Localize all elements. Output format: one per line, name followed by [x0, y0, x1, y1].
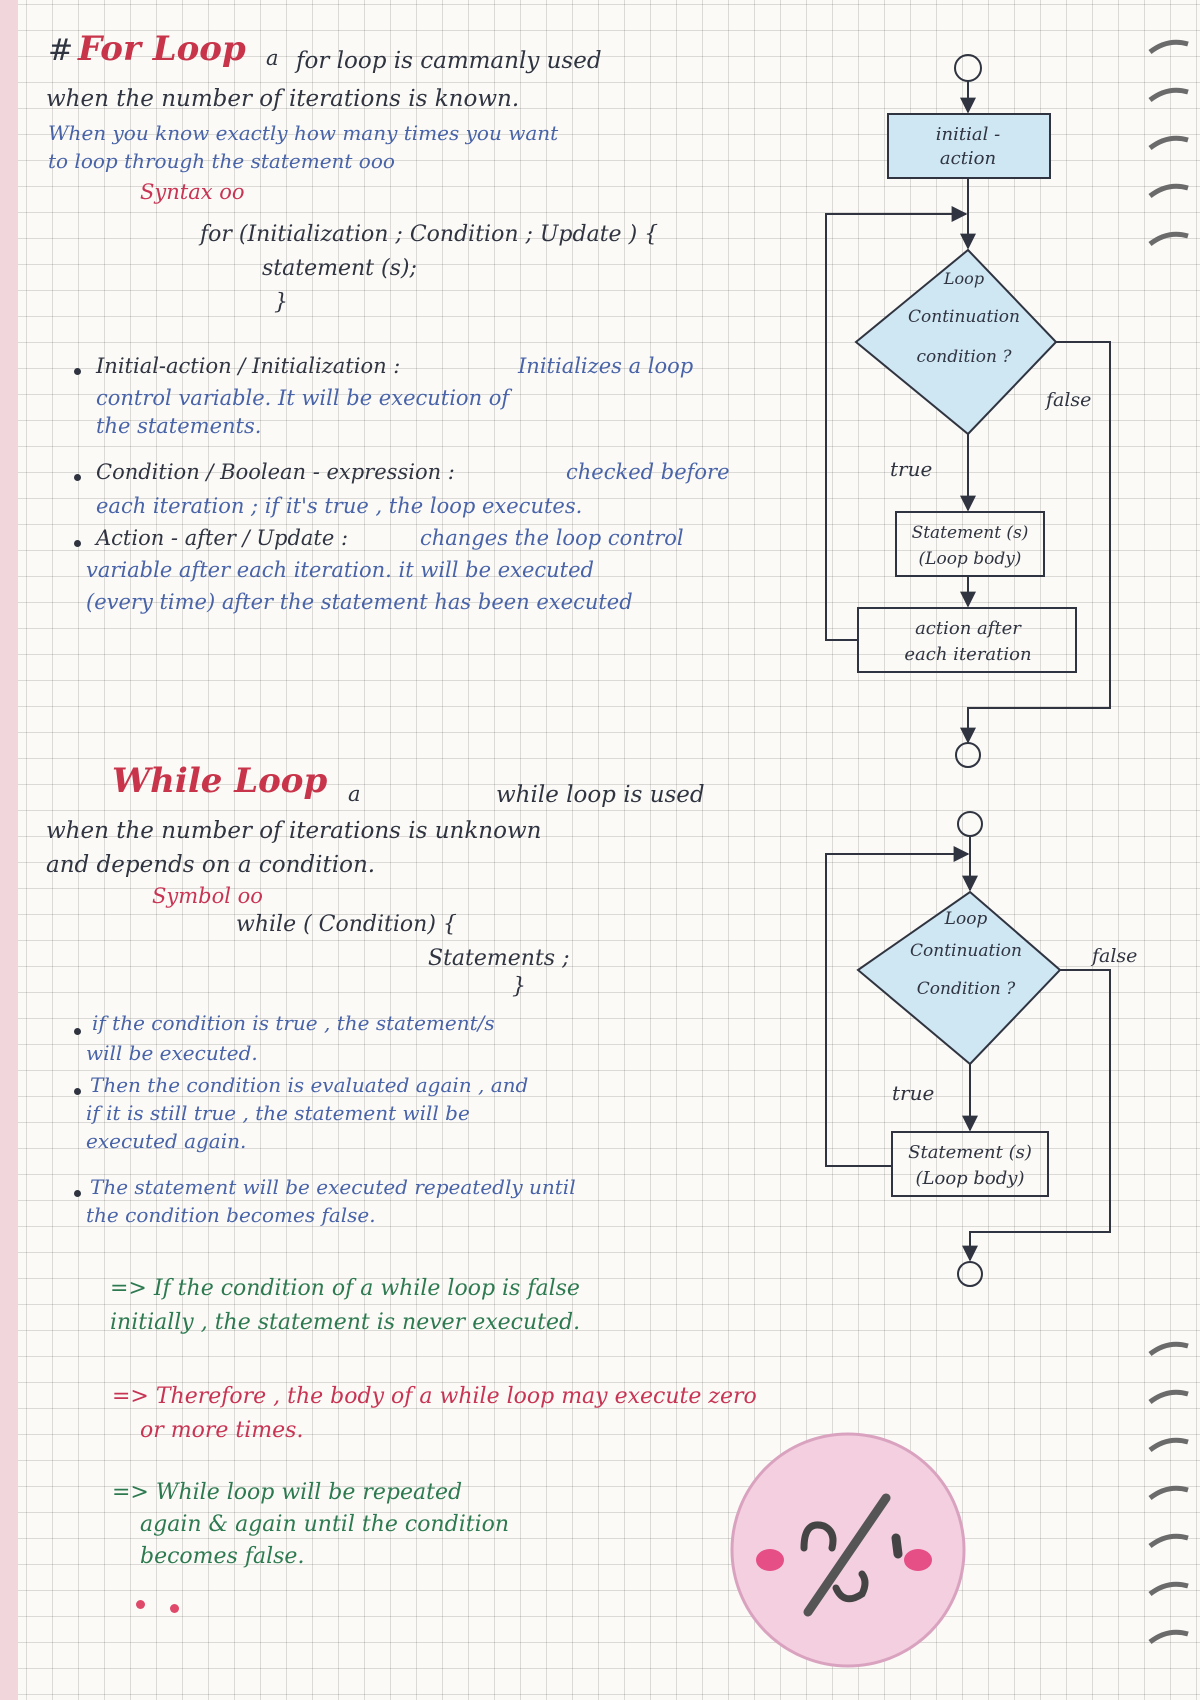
bullet-dot [74, 1190, 81, 1197]
action-after-label-1: action after [915, 618, 1021, 639]
binding-ring [1148, 86, 1190, 106]
note-1-line-1: => If the condition of a while loop is false [110, 1276, 580, 1301]
binding-ring [1148, 182, 1190, 202]
bullet-initialization-line-3: the statements. [96, 414, 262, 438]
while-bullet-1-line-1: if the condition is true , the statement/s [92, 1011, 495, 1035]
while-loop-title: While Loop [112, 761, 328, 801]
while-condition-label-2: Continuation [910, 941, 1022, 961]
for-loop-flowchart [800, 40, 1130, 760]
bullet-initialization-term: Initial-action / Initialization : [96, 354, 401, 378]
while-intro-line-3: and depends on a condition. [46, 852, 376, 878]
while-bullet-3-line-1: The statement will be executed repeatedly until [90, 1175, 576, 1199]
for-intro-line-1: for loop is cammanly used [296, 48, 602, 74]
binding-ring [1148, 1340, 1190, 1360]
while-syntax-line-1: while ( Condition) { [236, 912, 457, 937]
start-node [955, 55, 981, 81]
for-true-label: true [890, 457, 933, 481]
initial-action-label-2: action [939, 148, 997, 169]
while-intro-line-1: while loop is used [496, 782, 705, 808]
bullet-update-term: Action - after / Update : [96, 526, 349, 550]
for-statement-label-2: (Loop body) [918, 549, 1022, 569]
bullet-condition-line-1: checked before [566, 460, 730, 484]
end-node [958, 1262, 982, 1286]
note-1-line-2: initially , the statement is never executed. [110, 1310, 581, 1335]
while-bullet-1-line-2: will be executed. [86, 1041, 258, 1065]
while-intro-line-2: when the number of iterations is unknown [46, 818, 542, 844]
while-true-label: true [892, 1081, 935, 1105]
action-after-label-2: each iteration [904, 644, 1032, 665]
while-bullet-2-line-1: Then the condition is evaluated again , and [90, 1073, 529, 1097]
start-node [958, 812, 982, 836]
binding-ring [1148, 1628, 1190, 1648]
while-statement-label-1: Statement (s) [908, 1142, 1032, 1163]
bullet-dot [74, 368, 81, 375]
bullet-dot [74, 474, 81, 481]
smiley-doodle [720, 1420, 980, 1680]
pink-dot [170, 1604, 179, 1613]
while-statement-label-2: (Loop body) [915, 1168, 1025, 1189]
bullet-initialization-line-1: Initializes a loop [518, 354, 694, 378]
bullet-update-line-3: (every time) after the statement has been executed [86, 590, 633, 614]
pink-dot [136, 1600, 145, 1609]
cheek-right [904, 1549, 932, 1571]
while-bullet-2-line-2: if it is still true , the statement will be [86, 1101, 470, 1125]
while-condition-label-3: Condition ? [916, 979, 1016, 999]
for-loop-title: For Loop [78, 29, 246, 69]
hash-mark: # [48, 33, 74, 68]
bullet-dot [74, 1088, 81, 1095]
binding-ring [1148, 38, 1190, 58]
for-syntax-line-2: statement (s); [262, 256, 417, 281]
note-2-line-2: or more times. [140, 1418, 304, 1443]
binding-ring [1148, 1436, 1190, 1456]
while-bullet-2-line-3: executed again. [86, 1129, 247, 1153]
bullet-condition-line-2: each iteration ; if it's true , the loop executes. [96, 494, 583, 518]
bullet-update-line-2: variable after each iteration. it will be executed [86, 558, 594, 582]
while-intro-a: a [348, 782, 361, 806]
for-intro-a: a [266, 46, 279, 70]
for-condition-label-3: condition ? [916, 347, 1012, 367]
syntax-label: Syntax oo [140, 180, 245, 204]
for-syntax-line-1: for (Initialization ; Condition ; Update ) { [200, 222, 659, 247]
binding-ring [1148, 134, 1190, 154]
while-syntax-line-3: } [512, 974, 526, 999]
page-margin-strip [0, 0, 18, 1700]
note-3-line-2: again & again until the condition [140, 1512, 510, 1537]
note-2-line-1: => Therefore , the body of a while loop may execute zero [112, 1384, 757, 1409]
binding-ring [1148, 1388, 1190, 1408]
binding-ring [1148, 1532, 1190, 1552]
binding-ring [1148, 230, 1190, 250]
for-statement-label-1: Statement (s) [911, 523, 1029, 543]
for-condition-label-1: Loop [943, 269, 985, 288]
binding-ring [1148, 1580, 1190, 1600]
symbol-label: Symbol oo [152, 884, 263, 908]
for-syntax-line-3: } [274, 290, 288, 315]
while-false-label: false [1092, 945, 1138, 967]
note-3-line-3: becomes false. [140, 1544, 305, 1569]
for-detail-line-2: to loop through the statement ooo [48, 149, 395, 173]
bullet-initialization-line-2: control variable. It will be execution of [96, 386, 510, 410]
cheek-left [756, 1549, 784, 1571]
while-loop-flowchart [800, 800, 1138, 1300]
eye-right [896, 1538, 898, 1554]
for-condition-label-2: Continuation [908, 307, 1020, 327]
for-false-label: false [1046, 389, 1092, 411]
while-syntax-line-2: Statements ; [428, 946, 570, 971]
bullet-dot [74, 540, 81, 547]
bullet-dot [74, 1028, 81, 1035]
initial-action-label-1: initial - [935, 124, 1001, 145]
for-intro-line-2: when the number of iterations is known. [46, 86, 520, 112]
note-3-line-1: => While loop will be repeated [112, 1480, 463, 1505]
bullet-condition-term: Condition / Boolean - expression : [96, 460, 455, 484]
bullet-update-line-1: changes the loop control [420, 526, 684, 550]
end-node [956, 743, 980, 767]
while-bullet-3-line-2: the condition becomes false. [86, 1203, 376, 1227]
for-detail-line-1: When you know exactly how many times you want [48, 121, 559, 145]
while-condition-label-1: Loop [944, 909, 988, 929]
binding-ring [1148, 1484, 1190, 1504]
